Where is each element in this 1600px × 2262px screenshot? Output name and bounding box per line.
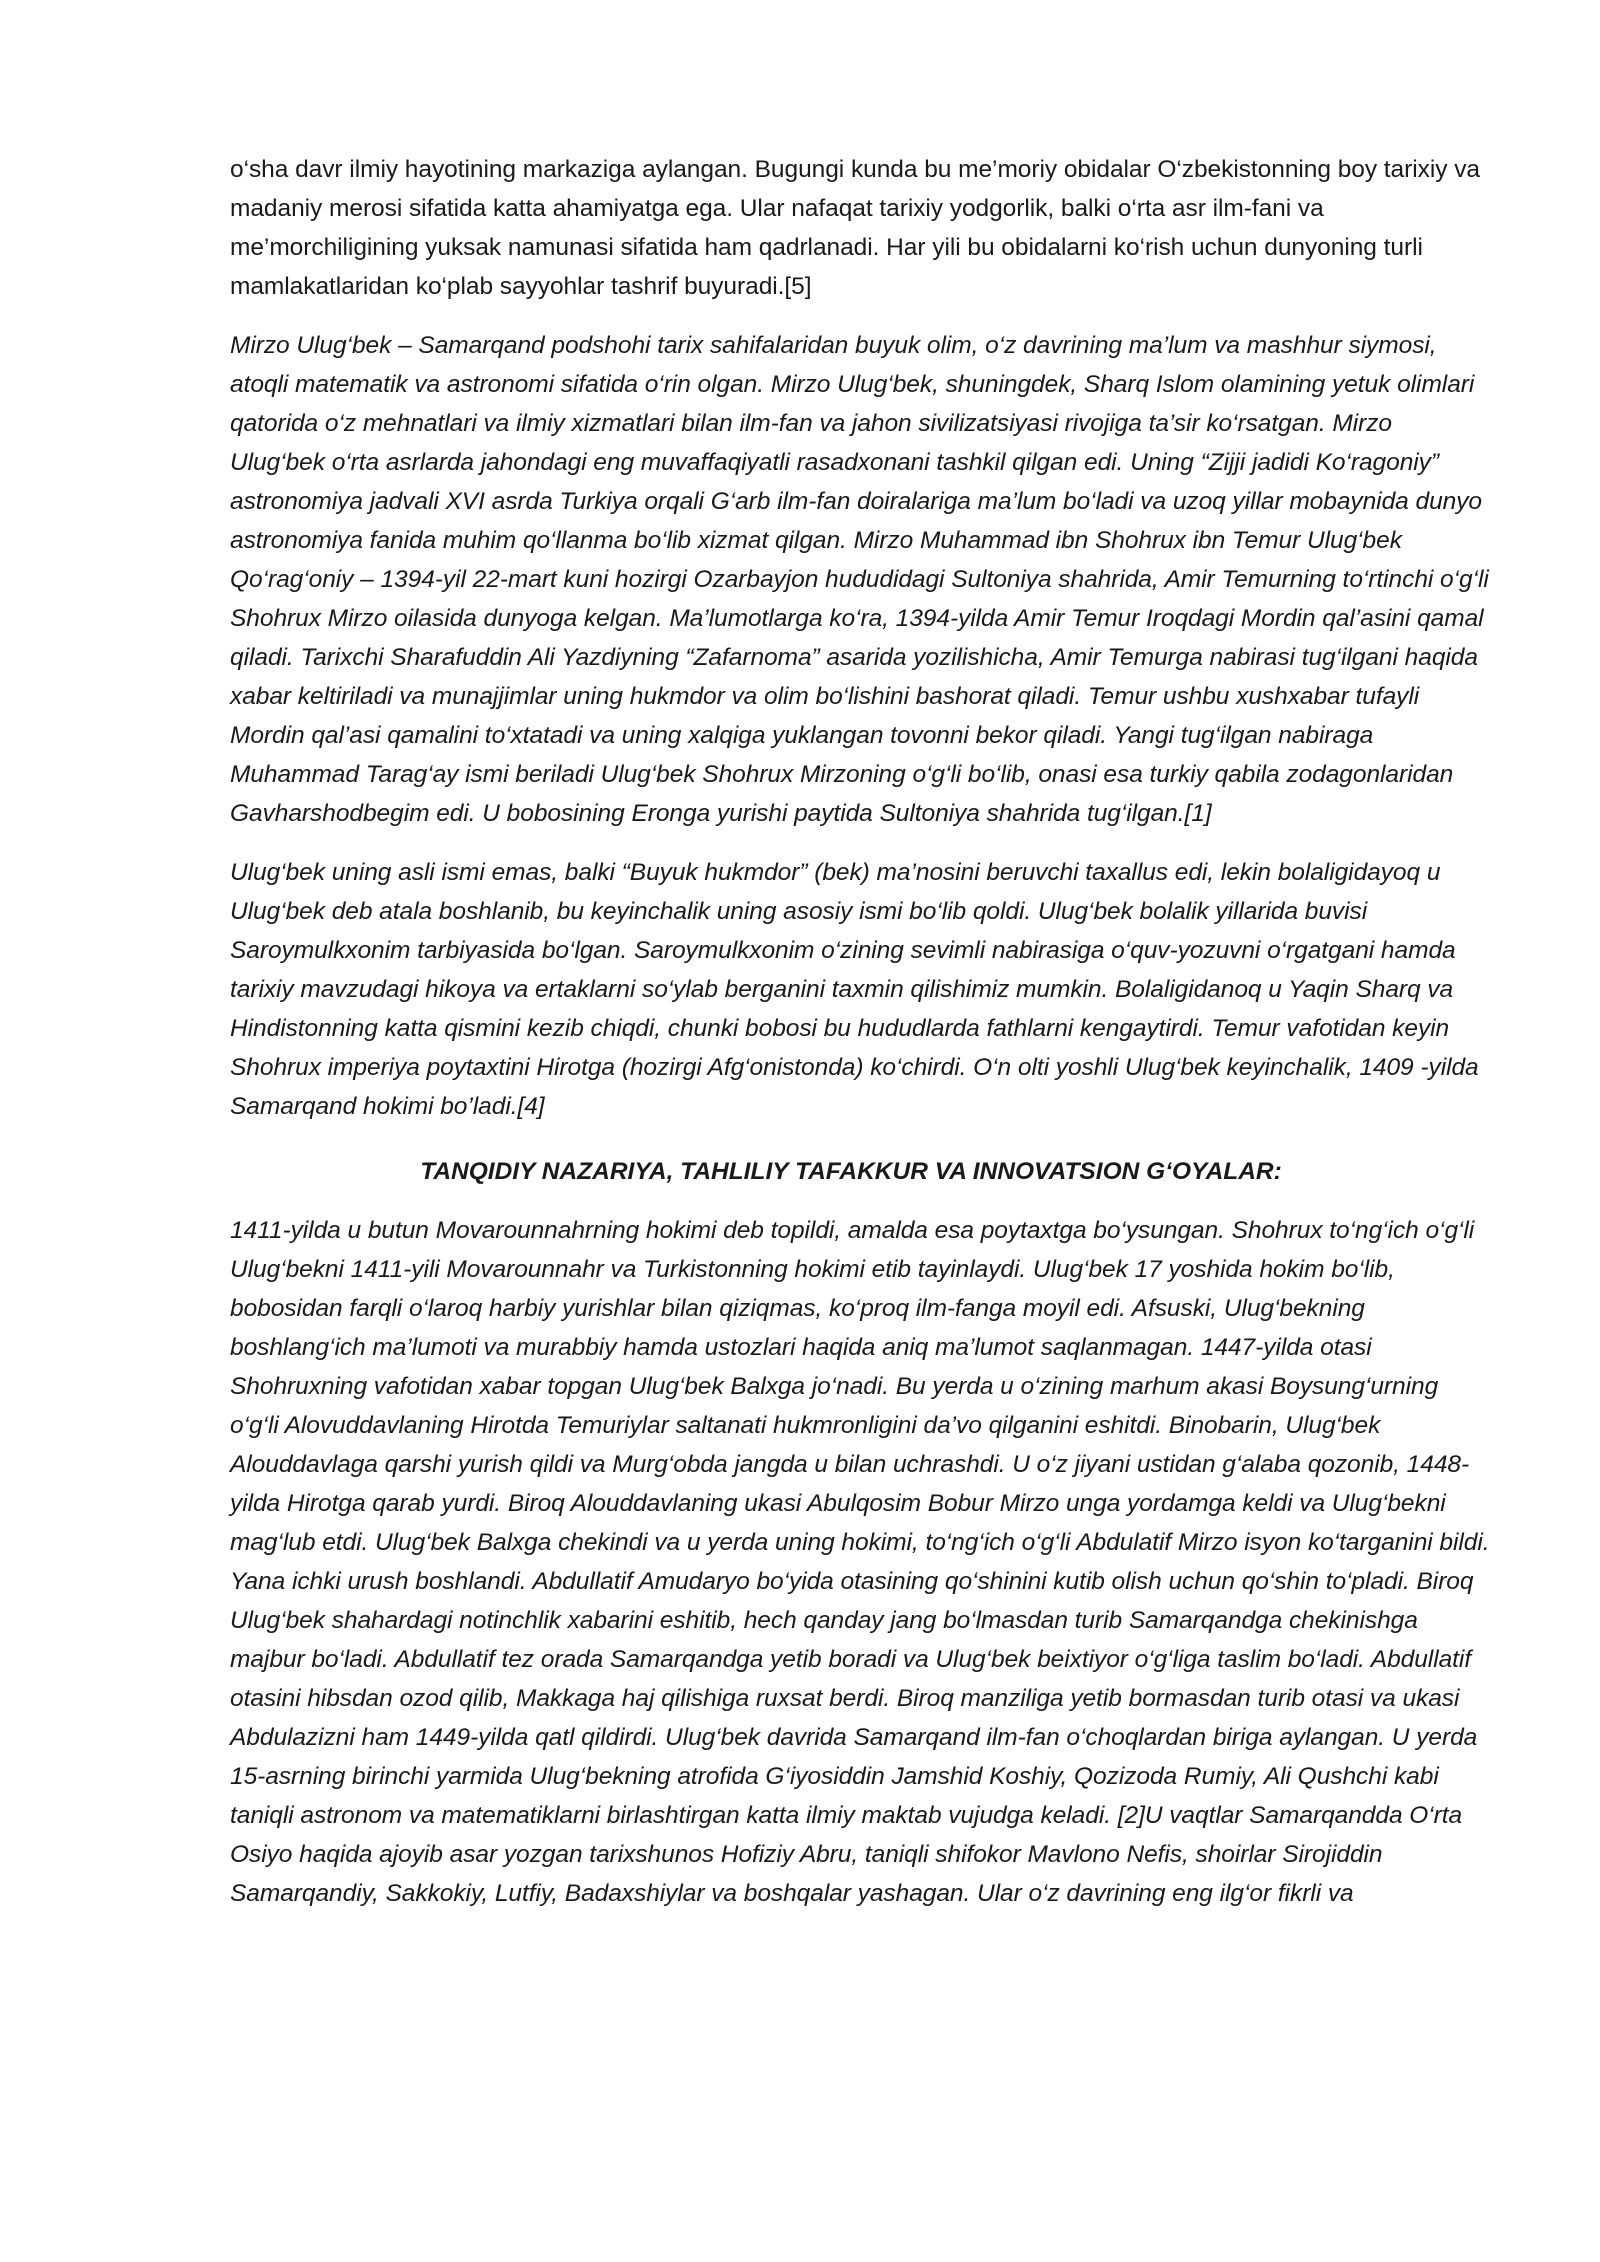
section-heading: TANQIDIY NAZARIYA, TAHLILIY TAFAKKUR VA INNOVATSION G‘OYALAR: bbox=[420, 1158, 1282, 1185]
paragraph-architecture-heritage: o‘sha davr ilmiy hayotining markaziga aylangan. Bugungi kunda bu me’moriy obidalar O‘zbekistonning boy tarixiy va madaniy merosi sifatida katta ahamiyatga ega. Ular nafaqat tarixiy yodgorlik, balki o‘rta asr ilm-fani va me’morchiligining yuksak namunasi sifatida ham qadrlanadi. Har yili bu obidalarni ko‘rish uchun dunyoning turli mamlakatlaridan ko‘plab sayyohlar tashrif buyuradi.[5] bbox=[230, 156, 1480, 300]
document-page bbox=[230, 150, 1492, 1913]
paragraph-ulugbek-biography: Mirzo Ulug‘bek – Samarqand podshohi tarix sahifalaridan buyuk olim, o‘z davrining ma’lum va mashhur siymosi, atoqli matematik va astronomi sifatida o‘rin olgan. Mirzo Ulug‘bek, shuningdek, Sharq Islom olamining yetuk olimlari qatorida o‘z mehnatlari va ilmiy xizmatlari bilan ilm-fan va jahon sivilizatsiyasi rivojiga ta’sir ko‘rsatgan. Mirzo Ulug‘bek o‘rta asrlarda jahondagi eng muvaffaqiyatli rasadxonani tashkil qilgan edi. Uning “Zijji jadidi Ko‘ragoniy” astronomiya jadvali XVI asrda Turkiya orqali G‘arb ilm-fan doiralariga ma’lum bo‘ladi va uzoq yillar mobaynida dunyo astronomiya fanida muhim qo‘llanma bo‘lib xizmat qilgan. Mirzo Muhammad ibn Shohrux ibn Temur Ulug‘bek Qo‘rag‘oniy – 1394-yil 22-mart kuni hozirgi Ozarbayjon hududidagi Sultoniya shahrida, Amir Temurning to‘rtinchi o‘g‘li Shohrux Mirzo oilasida dunyoga kelgan. Ma’lumotlarga ko‘ra, 1394-yilda Amir Temur Iroqdagi Mordin qal’asini qamal qiladi. Tarixchi Sharafuddin Ali Yazdiyning “Zafarnoma” asarida yozilishicha, Amir Temurga nabirasi tug‘ilgani haqida xabar keltiriladi va munajjimlar uning hukmdor va olim bo‘lishini bashorat qiladi. Temur ushbu xushxabar tufayli Mordin qal’asi qamalini to‘xtatadi va uning xalqiga yuklangan tovonni bekor qiladi. Yangi tug‘ilgan nabiraga Muhammad Tarag‘ay ismi beriladi Ulug‘bek Shohrux Mirzoning o‘g‘li bo‘lib, onasi esa turkiy qabila zodagonlaridan Gavharshodbegim edi. U bobosining Eronga yurishi paytida Sultoniya shahrida tug‘ilgan.[1] bbox=[230, 332, 1489, 827]
paragraph-ulugbek-rule: 1411-yilda u butun Movarounnahrning hokimi deb topildi, amalda esa poytaxtga bo‘ysungan. Shohrux to‘ng‘ich o‘g‘li Ulug‘bekni 1411-yili Movarounnahr va Turkistonning hokimi etib tayinlaydi. Ulug‘bek 17 yoshida hokim bo‘lib, bobosidan farqli o‘laroq harbiy yurishlar bilan qiziqmas, ko‘proq ilm-fanga moyil edi. Afsuski, Ulug‘bekning boshlang‘ich ma’lumoti va murabbiy hamda ustozlari haqida aniq ma’lumot saqlanmagan. 1447-yilda otasi Shohruxning vafotidan xabar topgan Ulug‘bek Balxga jo‘nadi. Bu yerda u o‘zining marhum akasi Boysung‘urning o‘g‘li Alovuddavlaning Hirotda Temuriylar saltanati hukmronligini da’vo qilganini eshitdi. Binobarin, Ulug‘bek Alouddavlaga qarshi yurish qildi va Murg‘obda jangda u bilan uchrashdi. U o‘z jiyani ustidan g‘alaba qozonib, 1448-yilda Hirotga qarab yurdi. Biroq Alouddavlaning ukasi Abulqosim Bobur Mirzo unga yordamga keldi va Ulug‘bekni mag‘lub etdi. Ulug‘bek Balxga chekindi va u yerda uning hokimi, to‘ng‘ich o‘g‘li Abdulatif Mirzo isyon ko‘targanini bildi. Yana ichki urush boshlandi. Abdullatif Amudaryo bo‘yida otasining qo‘shinini kutib olish uchun qo‘shin to‘pladi. Biroq Ulug‘bek shahardagi notinchlik xabarini eshitib, hech qanday jang bo‘lmasdan turib Samarqandga chekinishga majbur bo‘ladi. Abdullatif tez orada Samarqandga yetib boradi va Ulug‘bek beixtiyor o‘g‘liga taslim bo‘ladi. Abdullatif otasini hibsdan ozod qilib, Makkaga haj qilishiga ruxsat berdi. Biroq manziliga yetib bormasdan turib otasi va ukasi Abdulazizni ham 1449-yilda qatl qildirdi. Ulug‘bek davrida Samarqand ilm-fan o‘choqlardan biriga aylangan. U yerda 15-asrning birinchi yarmida Ulug‘bekning atrofida G‘iyosiddin Jamshid Koshiy, Qozizoda Rumiy, Ali Qushchi kabi taniqli astronom va matematiklarni birlashtirgan katta ilmiy maktab vujudga keladi. [2]U vaqtlar Samarqandda O‘rta Osiyo haqida ajoyib asar yozgan tarixshunos Hofiziy Abru, taniqli shifokor Mavlono Nefis, shoirlar Sirojiddin Samarqandiy, Sakkokiy, Lutfiy, Badaxshiylar va boshqalar yashagan. Ular o‘z davrining eng ilg‘or fikrli va bbox=[230, 1217, 1490, 1907]
paragraph-ulugbek-childhood: Ulug‘bek uning asli ismi emas, balki “Buyuk hukmdor” (bek) ma’nosini beruvchi taxallus edi, lekin bolaligidayoq u Ulug‘bek deb atala boshlanib, bu keyinchalik uning asosiy ismi bo‘lib qoldi. Ulug‘bek bolalik yillarida buvisi Saroymulkxonim tarbiyasida bo‘lgan. Saroymulkxonim o‘zining sevimli nabirasiga o‘quv-yozuvni o‘rgatgani hamda tarixiy mavzudagi hikoya va ertaklarni so‘ylab berganini taxmin qilishimiz mumkin. Bolaligidanoq u Yaqin Sharq va Hindistonning katta qismini kezib chiqdi, chunki bobosi bu hududlarda fathlarni kengaytirdi. Temur vafotidan keyin Shohrux imperiya poytaxtini Hirotga (hozirgi Afg‘onistonda) ko‘chirdi. O‘n olti yoshli Ulug‘bek keyinchalik, 1409 -yilda Samarqand hokimi bo’ladi.[4] bbox=[230, 859, 1479, 1120]
